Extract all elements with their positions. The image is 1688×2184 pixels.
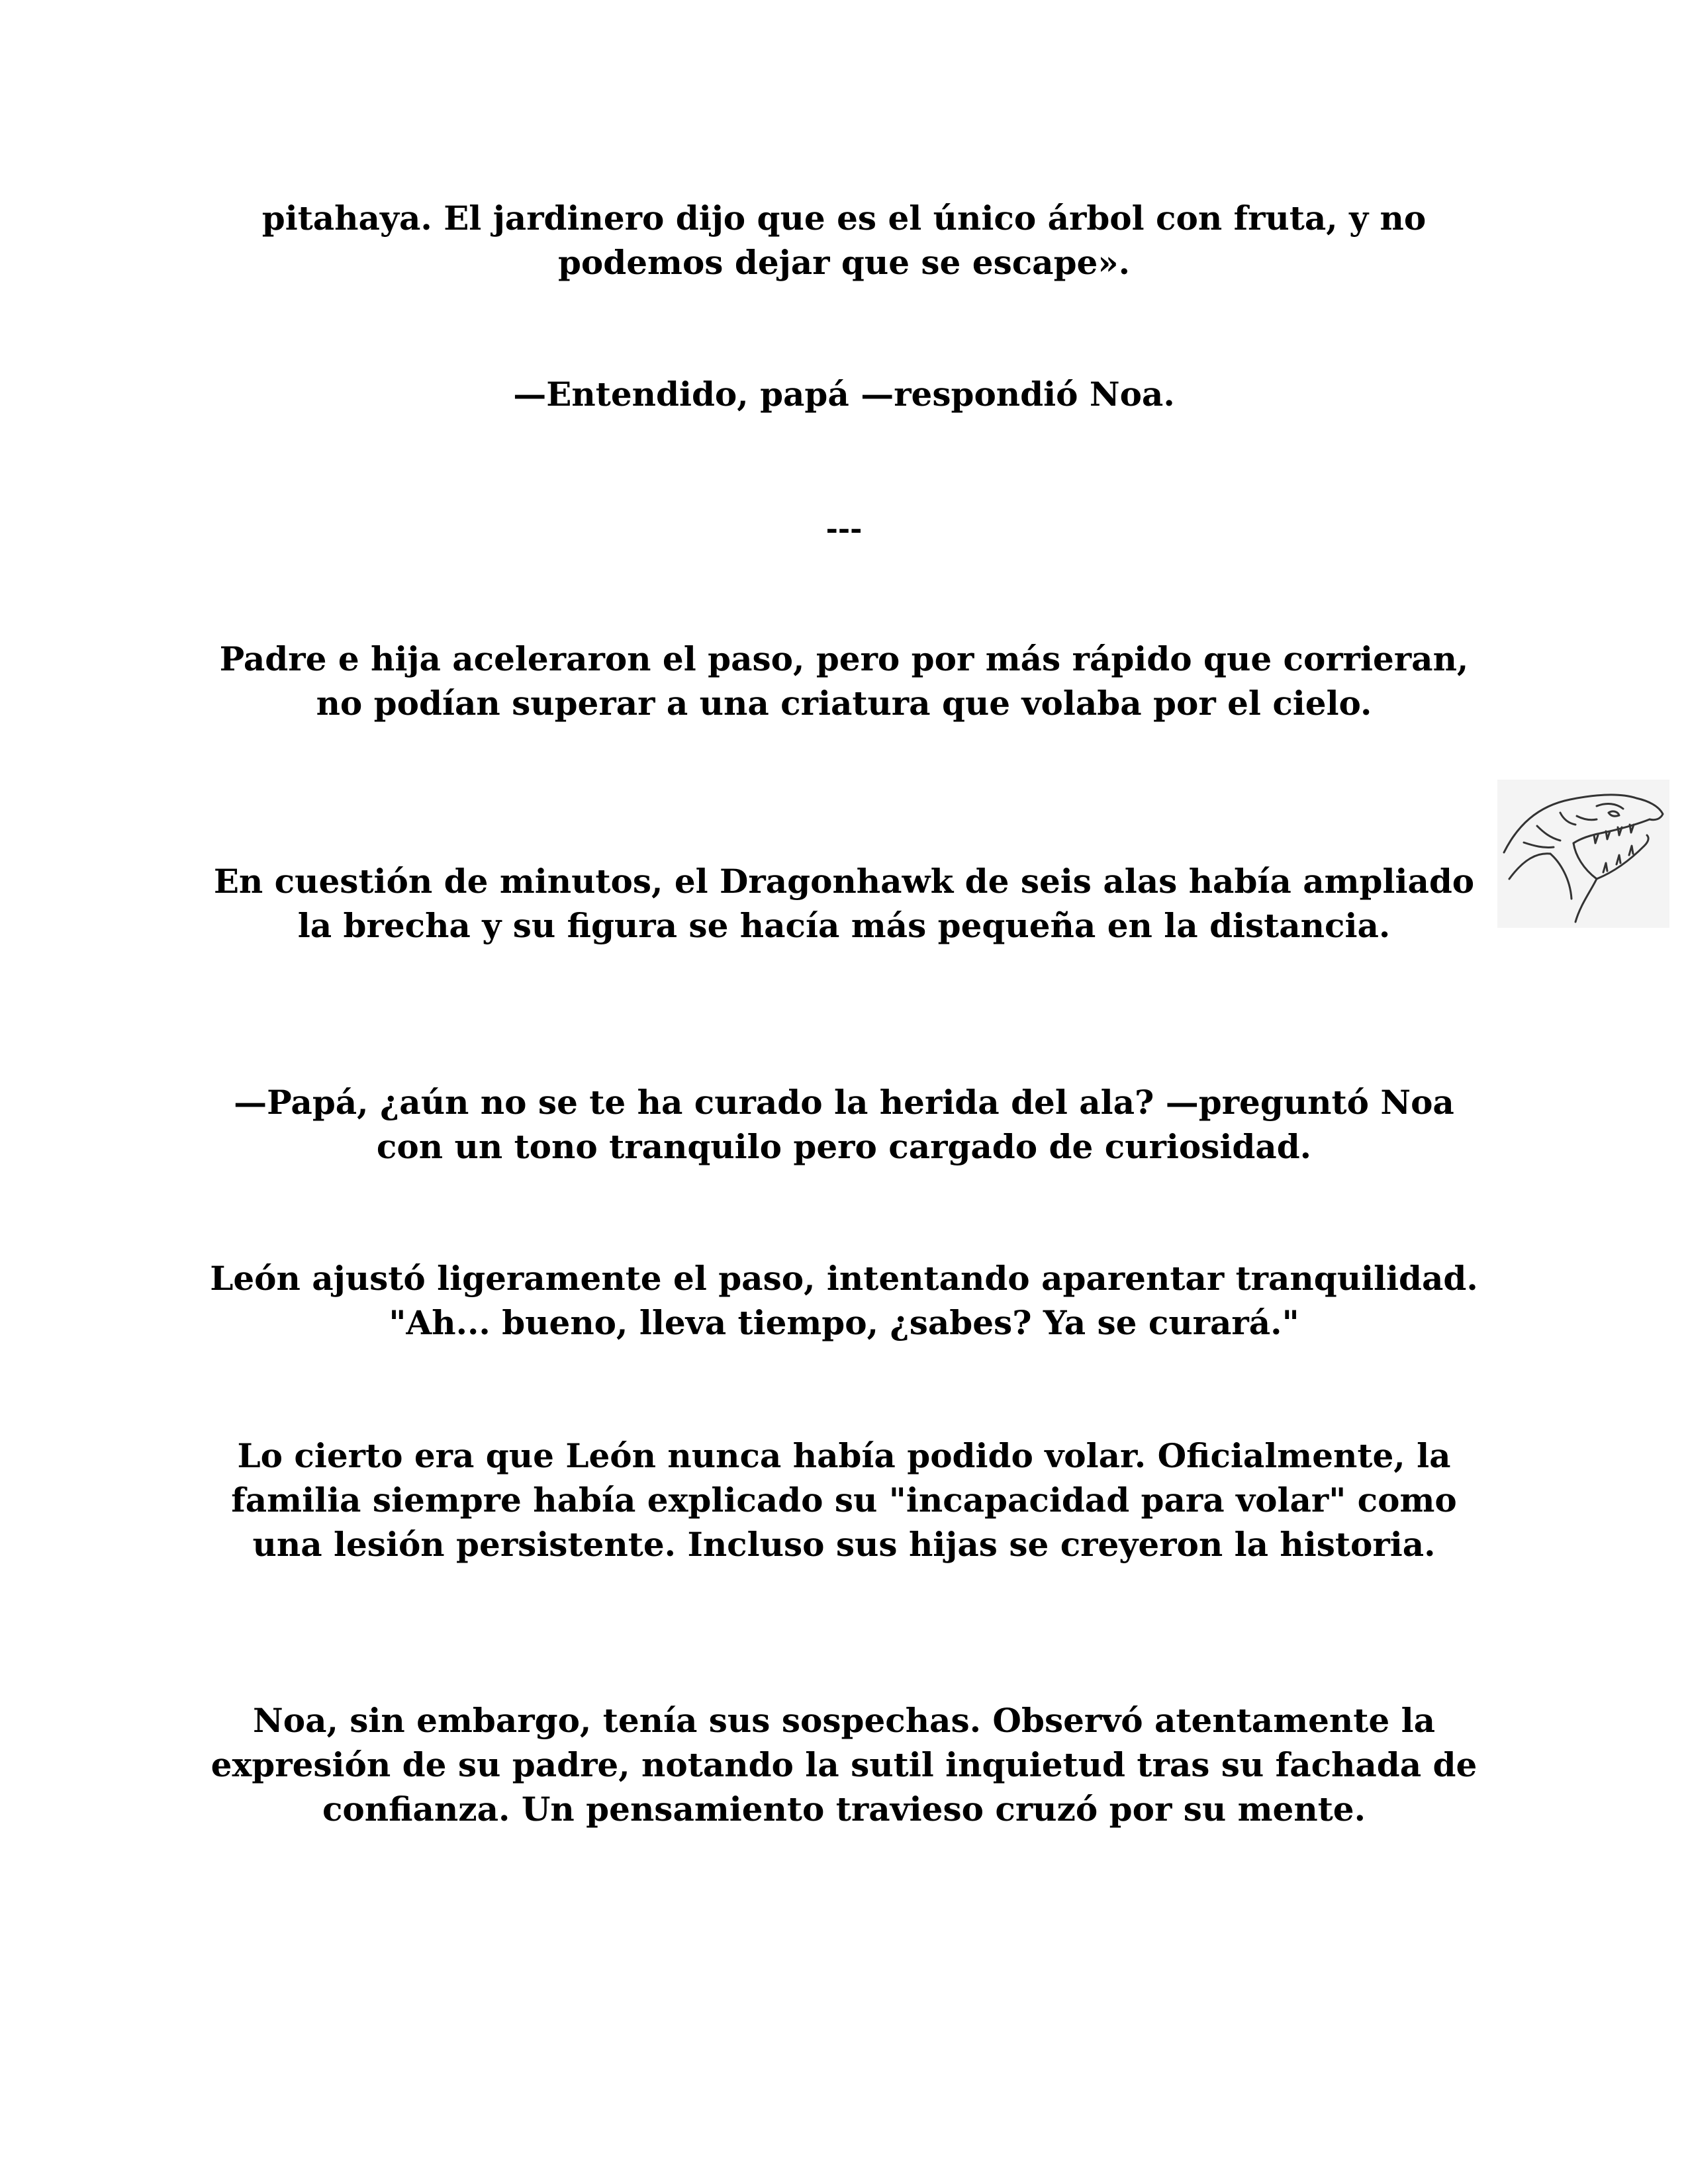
paragraph-1: pitahaya. El jardinero dijo que es el único árbol con fruta, y no podemos dejar que se escape». xyxy=(261,199,1427,282)
paragraph-5: —Papá, ¿aún no se te ha curado la herida del ala? —preguntó Noa con un tono tranquilo pero cargado de curiosidad. xyxy=(234,1083,1454,1166)
dinosaur-head-sketch-icon xyxy=(1497,780,1669,928)
paragraph-3: Padre e hija aceleraron el paso, pero por más rápido que corrieran, no podían superar a una criatura que volaba por el cielo. xyxy=(219,639,1469,723)
paragraph-2: —Entendido, papá —respondió Noa. xyxy=(513,375,1175,414)
section-divider: --- xyxy=(825,512,863,546)
paragraph-4: En cuestión de minutos, el Dragonhawk de seis alas había ampliado la brecha y su figura se hacía más pequeña en la distancia. xyxy=(213,862,1475,945)
paragraph-8: Noa, sin embargo, tenía sus sospechas. Observó atentamente la expresión de su padre, notando la sutil inquietud tras su fachada de confianza. Un pensamiento travieso cruzó por su mente. xyxy=(211,1701,1477,1829)
paragraph-7: Lo cierto era que León nunca había podido volar. Oficialmente, la familia siempre había explicado su "incapacidad para volar" como una lesión persistente. Incluso sus hijas se creyeron la historia. xyxy=(231,1436,1457,1564)
paragraph-6: León ajustó ligeramente el paso, intentando aparentar tranquilidad. "Ah... bueno, lleva tiempo, ¿sabes? Ya se curará." xyxy=(210,1259,1478,1342)
